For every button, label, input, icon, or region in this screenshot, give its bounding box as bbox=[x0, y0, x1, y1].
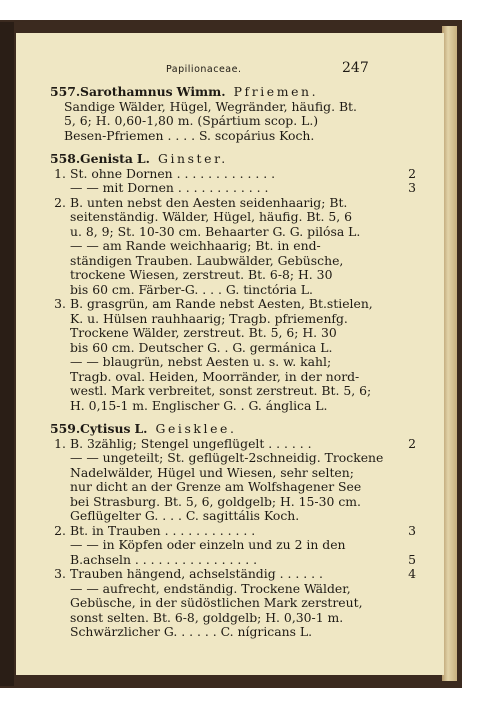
line-text: bei Strasburg. Bt. 5, 6, goldgelb; H. 15-30 cm. bbox=[70, 493, 361, 509]
page-content bbox=[50, 85, 416, 640]
key-item bbox=[50, 167, 416, 196]
genus-heading bbox=[50, 85, 416, 100]
family-title: Papilionaceae. bbox=[166, 64, 242, 75]
line-text: westl. Mark verbreitet, sonst zerstreut. Bt. 5, 6; bbox=[70, 383, 372, 398]
text-line bbox=[70, 399, 416, 414]
genus-author: Wimm. bbox=[176, 84, 226, 99]
text-line bbox=[70, 297, 416, 312]
line-text: B. grasgrün, am Rande nebst Aesten, Bt.stielen, bbox=[70, 296, 373, 311]
text-line bbox=[70, 509, 416, 524]
genus-number: 557. bbox=[50, 84, 81, 99]
line-text: B. 3zählig; Stengel ungeflügelt . . . . . . bbox=[70, 435, 312, 451]
line-text: Trauben hängend, achselständig . . . . . . bbox=[70, 566, 323, 581]
line-text: Schwärzlicher G. . . . . . C. nígricans L. bbox=[70, 624, 313, 639]
genus-author: L. bbox=[134, 421, 148, 436]
text-line bbox=[70, 181, 416, 196]
running-header bbox=[16, 61, 444, 77]
text-line bbox=[70, 283, 416, 298]
text-line bbox=[70, 254, 416, 269]
genus-common-name: Pfriemen. bbox=[233, 84, 319, 99]
text-line bbox=[70, 611, 416, 626]
text-line bbox=[70, 582, 416, 597]
text-line bbox=[70, 451, 416, 466]
line-text: Nadelwälder, Hügel und Wiesen, sehr selten; bbox=[70, 464, 354, 480]
line-text: — — mit Dornen . . . . . . . . . . . . bbox=[70, 180, 269, 195]
line-text: B. unten nebst den Aesten seidenhaarig; Bt. bbox=[70, 194, 348, 210]
text-line bbox=[70, 596, 416, 611]
line-text: H. 0,15-1 m. Englischer G. . G. ánglica L. bbox=[70, 397, 328, 413]
genus-number: 559. bbox=[50, 421, 81, 436]
line-text: ständigen Trauben. Laubwälder, Gebüsche, bbox=[70, 252, 344, 268]
text-line bbox=[70, 524, 416, 539]
key-item-number: 2. bbox=[54, 194, 66, 210]
line-text: bis 60 cm. Deutscher G. . G. germánica L. bbox=[70, 339, 333, 355]
key-item-number: 3. bbox=[54, 566, 66, 581]
key-item-text bbox=[70, 567, 416, 640]
key-item-number: 2. bbox=[54, 522, 66, 538]
line-text: Gebüsche, in der südöstlichen Mark zerstreut, bbox=[70, 595, 363, 610]
line-text: sonst selten. Bt. 6-8, goldgelb; H. 0,30-1 m. bbox=[70, 609, 344, 625]
text-line bbox=[70, 225, 416, 240]
key-item-text bbox=[70, 167, 416, 196]
genus-number: 558. bbox=[50, 151, 81, 166]
text-line bbox=[70, 239, 416, 254]
line-text: seitenständig. Wälder, Hügel, häufig. Bt. 5, 6 bbox=[70, 209, 352, 224]
line-text: Besen-Pfriemen . . . . S. scopárius Koch. bbox=[64, 127, 315, 143]
line-text: — — am Rande weichhaarig; Bt. in end- bbox=[70, 238, 321, 253]
text-line bbox=[70, 538, 416, 553]
line-text: — — in Köpfen oder einzeln und zu 2 in den bbox=[70, 537, 346, 552]
text-line bbox=[64, 100, 416, 115]
key-reference: 3 bbox=[408, 180, 416, 195]
line-text: nur dicht an der Grenze am Wolfshagener See bbox=[70, 479, 362, 494]
genus-heading bbox=[50, 422, 416, 437]
text-line bbox=[70, 312, 416, 327]
key-item-number: 1. bbox=[54, 165, 66, 181]
line-text: Sandige Wälder, Hügel, Wegränder, häufig. Bt. bbox=[64, 98, 357, 114]
text-line bbox=[70, 553, 416, 568]
line-text: — — aufrecht, endständig. Trockene Wälder, bbox=[70, 580, 351, 596]
key-item-number: 1. bbox=[54, 435, 66, 451]
key-item-text bbox=[70, 297, 416, 413]
line-text: St. ohne Dornen . . . . . . . . . . . . . bbox=[70, 165, 276, 181]
book-spine bbox=[0, 22, 14, 686]
key-reference: 4 bbox=[408, 566, 416, 581]
key-reference: 3 bbox=[408, 522, 416, 538]
text-line bbox=[70, 167, 416, 182]
key-item bbox=[50, 196, 416, 298]
text-line bbox=[70, 384, 416, 399]
line-text: bis 60 cm. Färber-G. . . . G. tinctória L. bbox=[70, 281, 313, 297]
genus-name: Cytisus bbox=[80, 421, 131, 436]
genus-name: Genista bbox=[80, 151, 133, 166]
text-line bbox=[70, 196, 416, 211]
line-text: — — blaugrün, nebst Aesten u. s. w. kahl; bbox=[70, 354, 332, 369]
book-page bbox=[16, 33, 444, 675]
text-line bbox=[70, 326, 416, 341]
key-reference: 2 bbox=[408, 165, 416, 181]
text-line bbox=[70, 567, 416, 582]
genus-description bbox=[64, 100, 416, 144]
genus-common-name: Ginster. bbox=[157, 151, 228, 166]
line-text: Bt. in Trauben . . . . . . . . . . . . bbox=[70, 522, 256, 538]
genus-author: L. bbox=[136, 151, 150, 166]
key-reference: 5 bbox=[408, 551, 416, 567]
key-item-text bbox=[70, 437, 416, 524]
genus-entry bbox=[50, 152, 416, 413]
key-item bbox=[50, 524, 416, 568]
text-line bbox=[70, 625, 416, 640]
line-text: trockene Wiesen, zerstreut. Bt. 6-8; H. 30 bbox=[70, 267, 333, 282]
text-line bbox=[70, 480, 416, 495]
text-line bbox=[70, 268, 416, 283]
line-text: — — ungeteilt; St. geflügelt-2schneidig. Trockene bbox=[70, 450, 384, 465]
genus-name: Sarothamnus bbox=[80, 84, 173, 99]
genus-common-name: Geisklee. bbox=[155, 421, 237, 436]
text-line bbox=[70, 495, 416, 510]
key-item bbox=[50, 437, 416, 524]
line-text: Geflügelter G. . . . C. sagittális Koch. bbox=[70, 508, 300, 523]
text-line bbox=[70, 437, 416, 452]
text-line bbox=[64, 129, 416, 144]
line-text: u. 8, 9; St. 10-30 cm. Behaarter G. G. pilósa L. bbox=[70, 223, 361, 239]
line-text: 5, 6; H. 0,60-1,80 m. (Spártium scop. L.) bbox=[64, 113, 319, 128]
key-item-number: 3. bbox=[54, 296, 66, 311]
page-number: 247 bbox=[342, 60, 369, 76]
line-text: B.achseln . . . . . . . . . . . . . . . . bbox=[70, 551, 258, 567]
text-line bbox=[70, 466, 416, 481]
page-edges bbox=[442, 26, 457, 681]
text-line bbox=[70, 370, 416, 385]
key-item bbox=[50, 297, 416, 413]
text-line bbox=[70, 210, 416, 225]
line-text: K. u. Hülsen rauhhaarig; Tragb. pfriemenfg. bbox=[70, 310, 348, 326]
genus-entry bbox=[50, 85, 416, 143]
text-line bbox=[64, 114, 416, 129]
text-line bbox=[70, 355, 416, 370]
genus-heading bbox=[50, 152, 416, 167]
text-line bbox=[70, 341, 416, 356]
key-reference: 2 bbox=[408, 435, 416, 451]
line-text: Tragb. oval. Heiden, Moorränder, in der nord- bbox=[70, 368, 360, 384]
genus-entry bbox=[50, 422, 416, 640]
line-text: Trockene Wälder, zerstreut. Bt. 5, 6; H. 30 bbox=[70, 325, 337, 340]
key-item bbox=[50, 567, 416, 640]
key-item-text bbox=[70, 524, 416, 568]
key-item-text bbox=[70, 196, 416, 298]
